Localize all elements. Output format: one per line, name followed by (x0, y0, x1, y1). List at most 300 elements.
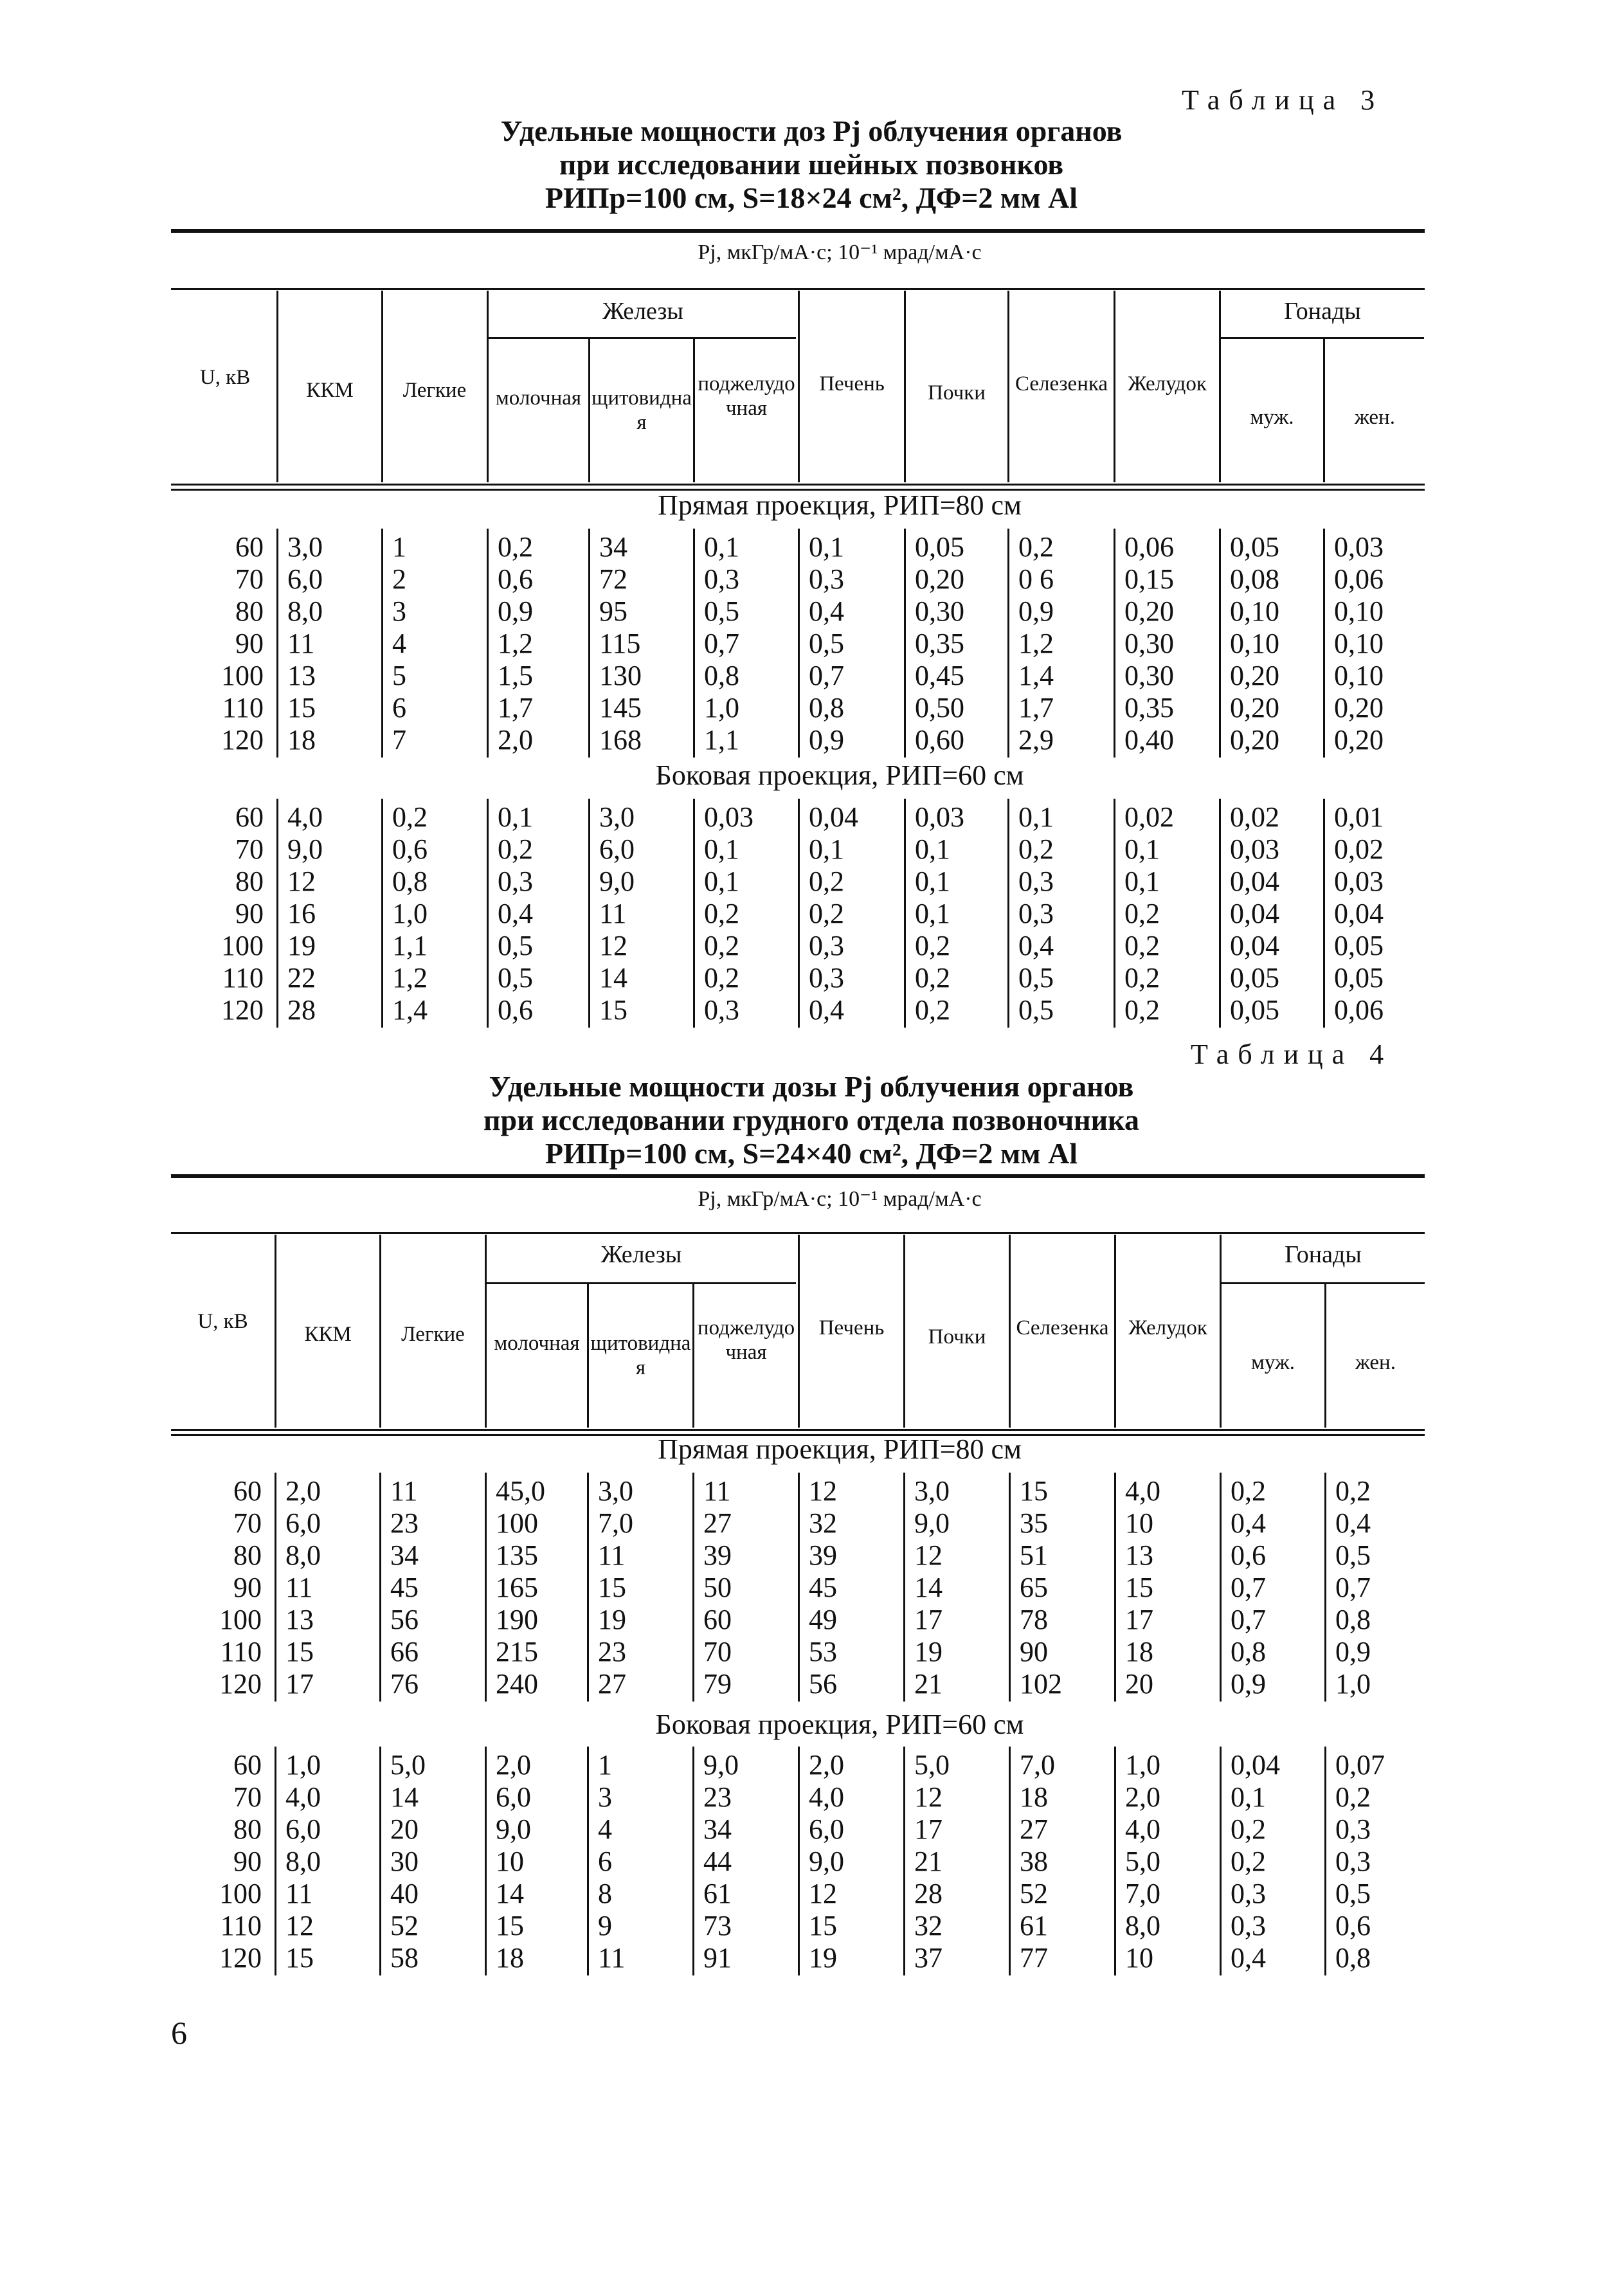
table3-cell: 8,0 (287, 595, 323, 627)
table3-column-divider (588, 799, 590, 1028)
table3-header-spleen: Селезенка (1015, 372, 1108, 395)
table3-header-lungs: Легкие (402, 379, 467, 402)
table3-units-rule (171, 288, 1425, 290)
table3-cell: 0,2 (704, 898, 739, 929)
table4-column-divider (1114, 1747, 1116, 1975)
table3-cell: 0,08 (1230, 563, 1279, 595)
table3-cell: 12 (287, 866, 316, 897)
table3-cell: 0,2 (704, 962, 739, 994)
table4-cell: 6,0 (809, 1813, 844, 1845)
table4-cell: 11 (390, 1475, 418, 1507)
table4-cell: 3 (598, 1781, 612, 1813)
table3-cell: 0,30 (1124, 628, 1174, 659)
table4-cell: 9,0 (703, 1749, 739, 1781)
table4-cell: 0,04 (1231, 1749, 1280, 1781)
table3-column-divider (798, 799, 800, 1028)
table3-cell: 0,05 (915, 531, 964, 563)
table3-cell: 0,3 (704, 563, 739, 595)
table4-cell: 0,6 (1335, 1910, 1371, 1941)
table3-cell: 0,40 (1124, 724, 1174, 756)
table4-cell: 14 (390, 1781, 419, 1813)
table4-cell: 60 (703, 1604, 732, 1635)
table3-cell: 0,3 (1018, 898, 1054, 929)
table3-cell: 0,2 (915, 930, 950, 961)
table4-column-divider (275, 1473, 276, 1702)
table3-cell: 120 (221, 994, 264, 1026)
table3-cell: 0,10 (1230, 595, 1279, 627)
table3-cell: 1,2 (498, 628, 533, 659)
table3-cell: 0,5 (704, 595, 739, 627)
table3-cell: 0,1 (809, 531, 844, 563)
table4-cell: 2,0 (809, 1749, 844, 1781)
table4-cell: 23 (390, 1507, 419, 1539)
table4-section-frontal: Прямая проекция, РИП=80 см (658, 1433, 1022, 1465)
table4-cell: 4,0 (285, 1781, 321, 1813)
table3-cell: 0,60 (915, 724, 964, 756)
table3-cell: 120 (221, 724, 264, 756)
table3-cell: 16 (287, 898, 316, 929)
table3-cell: 0,3 (704, 994, 739, 1026)
table4-cell: 0,8 (1231, 1636, 1266, 1667)
table4-column-divider (379, 1473, 381, 1702)
table3-cell: 0,05 (1230, 994, 1279, 1026)
table4-cell: 0,7 (1335, 1572, 1371, 1603)
table3-cell: 0,2 (392, 801, 428, 833)
table3-column-divider (1007, 529, 1009, 758)
table3-column-divider (487, 799, 489, 1028)
table4-cell: 0,8 (1335, 1942, 1371, 1974)
table3-cell: 0,7 (809, 660, 844, 691)
table4-cell: 40 (390, 1878, 419, 1909)
table3-cell: 13 (287, 660, 316, 691)
table3-cell: 0,1 (498, 801, 533, 833)
table3-cell: 0,1 (1018, 801, 1054, 833)
table4-cell: 3,0 (598, 1475, 633, 1507)
table3-cell: 0,10 (1334, 628, 1384, 659)
table3-cell: 1,4 (392, 994, 428, 1026)
table4-cell: 18 (496, 1942, 524, 1974)
table3-column-divider (588, 529, 590, 758)
table4-cell: 4,0 (809, 1781, 844, 1813)
table3-cell: 110 (222, 962, 264, 994)
table4-cell: 0,3 (1335, 1846, 1371, 1877)
table4-glands-underline (487, 1282, 796, 1284)
table4-column-divider (485, 1473, 487, 1702)
table4-cell: 78 (1020, 1604, 1048, 1635)
table3-header-kidneys: Почки (928, 381, 986, 404)
table4-cell: 32 (914, 1910, 943, 1941)
table4-cell: 2,0 (285, 1475, 321, 1507)
table3-cell: 0,20 (1230, 660, 1279, 691)
table3-cell: 0,4 (498, 898, 533, 929)
table3-gonads-underline (1221, 337, 1424, 339)
table3-cell: 0,6 (498, 994, 533, 1026)
table4-column-divider (379, 1747, 381, 1975)
table3-cell: 70 (235, 833, 264, 865)
table3-cell: 0,20 (1334, 724, 1384, 756)
table4-cell: 15 (285, 1942, 314, 1974)
table4-cell: 0,4 (1231, 1507, 1266, 1539)
table4-column-divider (692, 1473, 694, 1702)
table4-title-line2: при исследовании грудного отдела позвоночника (483, 1103, 1139, 1136)
table3-cell: 0,03 (1334, 866, 1384, 897)
table4-top-rule (171, 1174, 1425, 1178)
table3-cell: 0,30 (1124, 660, 1174, 691)
table3-cell: 3 (392, 595, 406, 627)
table4-cell: 45 (390, 1572, 419, 1603)
table3-cell: 0,2 (1124, 994, 1160, 1026)
table3-cell: 12 (599, 930, 627, 961)
table3-cell: 0 6 (1018, 563, 1054, 595)
table4-cell: 13 (1125, 1539, 1153, 1571)
table3-cell: 0,03 (704, 801, 753, 833)
table4-cell: 120 (219, 1668, 262, 1700)
table3-cell: 0,5 (1018, 994, 1054, 1026)
table4-cell: 11 (285, 1878, 313, 1909)
table3-cell: 100 (221, 930, 264, 961)
table3-cell: 0,05 (1230, 962, 1279, 994)
table3-header-liver: Печень (819, 372, 885, 395)
table4-cell: 0,07 (1335, 1749, 1385, 1781)
table3-cell: 60 (235, 531, 264, 563)
table4-column-divider (1324, 1747, 1326, 1975)
table4-cell: 0,2 (1335, 1475, 1371, 1507)
table4-cell: 15 (1020, 1475, 1048, 1507)
table3-column-divider (1007, 799, 1009, 1028)
table4-cell: 190 (496, 1604, 538, 1635)
table4-cell: 19 (809, 1942, 837, 1974)
table3-column-divider (1219, 529, 1221, 758)
table3-cell: 0,03 (1230, 833, 1279, 865)
table4-cell: 15 (598, 1572, 626, 1603)
table4-cell: 73 (703, 1910, 732, 1941)
table4-cell: 6,0 (285, 1813, 321, 1845)
table3-cell: 0,8 (704, 660, 739, 691)
table4-cell: 12 (809, 1878, 837, 1909)
table3-title-line3: РИПр=100 см, S=18×24 см², ДФ=2 мм Al (545, 181, 1078, 214)
table4-cell: 17 (1125, 1604, 1153, 1635)
table3-section-lateral: Боковая проекция, РИП=60 см (655, 759, 1024, 791)
table4-column-divider (692, 1747, 694, 1975)
table4-cell: 8,0 (1125, 1910, 1160, 1941)
table3-cell: 2,9 (1018, 724, 1054, 756)
table3-cell: 145 (599, 692, 642, 723)
table4-cell: 70 (233, 1781, 262, 1813)
table3-header-female: жен. (1355, 406, 1395, 429)
table4-cell: 10 (1125, 1507, 1153, 1539)
table3-cell: 0,9 (1018, 595, 1054, 627)
table4-cell: 110 (220, 1910, 262, 1941)
table3-header-pancreas: поджелудочная (698, 372, 795, 420)
table3-units: Pj, мкГр/мА·с; 10⁻¹ мрад/мА·с (698, 241, 982, 264)
table4-cell: 0,9 (1231, 1668, 1266, 1700)
table3-cell: 0,35 (915, 628, 964, 659)
page-number: 6 (171, 2015, 187, 2051)
table4-cell: 45 (809, 1572, 837, 1603)
table4-cell: 39 (809, 1539, 837, 1571)
table4-cell: 11 (598, 1539, 626, 1571)
table3-cell: 90 (235, 898, 264, 929)
table4-cell: 100 (496, 1507, 538, 1539)
table3-cell: 1,7 (1018, 692, 1054, 723)
table4-cell: 90 (233, 1572, 262, 1603)
table4-cell: 13 (285, 1604, 314, 1635)
table4-cell: 120 (219, 1942, 262, 1974)
table3-cell: 0,1 (1124, 833, 1160, 865)
table4-header-thyroid: щитовидная (590, 1332, 691, 1379)
table3-cell: 28 (287, 994, 316, 1026)
table4-cell: 215 (496, 1636, 538, 1667)
table3-cell: 0,04 (1334, 898, 1384, 929)
table3-cell: 18 (287, 724, 316, 756)
table4-cell: 77 (1020, 1942, 1048, 1974)
table3-column-divider (381, 529, 383, 758)
table4-cell: 20 (1125, 1668, 1153, 1700)
table3-cell: 0,45 (915, 660, 964, 691)
table4-cell: 0,3 (1335, 1813, 1371, 1845)
table3-cell: 1 (392, 531, 406, 563)
table3-cell: 0,20 (1230, 692, 1279, 723)
table3-cell: 0,5 (498, 962, 533, 994)
table3-cell: 0,3 (809, 563, 844, 595)
table3-cell: 0,04 (809, 801, 858, 833)
table3-top-rule (171, 229, 1425, 233)
table4-cell: 165 (496, 1572, 538, 1603)
table4-header-kkm: ККМ (304, 1323, 352, 1346)
table3-column-divider (693, 529, 695, 758)
table4-cell: 60 (233, 1475, 262, 1507)
table4-cell: 6 (598, 1846, 612, 1877)
table3-cell: 80 (235, 866, 264, 897)
table4-cell: 6,0 (496, 1781, 531, 1813)
table3-cell: 0,20 (1124, 595, 1174, 627)
table3-cell: 0,10 (1334, 660, 1384, 691)
table3-header-mammary: молочная (495, 386, 582, 410)
table4-cell: 2,0 (1125, 1781, 1160, 1813)
table4-cell: 0,4 (1335, 1507, 1371, 1539)
table4-cell: 1,0 (285, 1749, 321, 1781)
table3-cell: 0,05 (1230, 531, 1279, 563)
table3-cell: 14 (599, 962, 627, 994)
table4-cell: 34 (390, 1539, 419, 1571)
table4-cell: 0,5 (1335, 1878, 1371, 1909)
table4-cell: 240 (496, 1668, 538, 1700)
table4-cell: 58 (390, 1942, 419, 1974)
table3-cell: 0,35 (1124, 692, 1174, 723)
table3-column-divider (1114, 529, 1115, 758)
table4-header-glands: Железы (600, 1241, 682, 1268)
table4-cell: 34 (703, 1813, 732, 1845)
table4-cell: 6,0 (285, 1507, 321, 1539)
table4-cell: 50 (703, 1572, 732, 1603)
table4-cell: 12 (809, 1475, 837, 1507)
table4-cell: 0,2 (1231, 1475, 1266, 1507)
table3-cell: 9,0 (599, 866, 635, 897)
table3-cell: 0,04 (1230, 866, 1279, 897)
table3-column-divider (904, 799, 906, 1028)
table3-cell: 34 (599, 531, 627, 563)
table3-cell: 100 (221, 660, 264, 691)
table3-cell: 0,10 (1334, 595, 1384, 627)
table4-column-divider (798, 1747, 800, 1975)
table4-cell: 1,0 (1125, 1749, 1160, 1781)
table3-cell: 0,2 (1124, 930, 1160, 961)
table4-cell: 61 (703, 1878, 732, 1909)
table3-column-divider (1323, 799, 1325, 1028)
table4-cell: 4,0 (1125, 1813, 1160, 1845)
table4-cell: 135 (496, 1539, 538, 1571)
table3-cell: 6,0 (599, 833, 635, 865)
table3-cell: 1,0 (704, 692, 739, 723)
table4-header-liver: Печень (818, 1316, 885, 1339)
table3-cell: 0,1 (704, 531, 739, 563)
table3-cell: 0,01 (1334, 801, 1384, 833)
table4-cell: 5,0 (390, 1749, 426, 1781)
table3-column-divider (276, 529, 278, 758)
table4-title-line1: Удельные мощности дозы Pj облучения органов (489, 1070, 1134, 1103)
table3-cell: 0,03 (1334, 531, 1384, 563)
table3-cell: 1,5 (498, 660, 533, 691)
table4-cell: 23 (703, 1781, 732, 1813)
table3-cell: 0,1 (1124, 866, 1160, 897)
table3-cell: 0,5 (809, 628, 844, 659)
table4-column-divider (1114, 1473, 1116, 1702)
table3-cell: 130 (599, 660, 642, 691)
table3-cell: 0,1 (704, 866, 739, 897)
table4-cell: 38 (1020, 1846, 1048, 1877)
table4-cell: 23 (598, 1636, 626, 1667)
table4-cell: 12 (914, 1539, 943, 1571)
table4-header-kidneys: Почки (928, 1325, 986, 1348)
table3-cell: 0,7 (704, 628, 739, 659)
table3-cell: 15 (287, 692, 316, 723)
table4-cell: 8,0 (285, 1846, 321, 1877)
table4-cell: 11 (598, 1942, 626, 1974)
table4-cell: 44 (703, 1846, 732, 1877)
table4-cell: 15 (496, 1910, 524, 1941)
table3-column-divider (693, 799, 695, 1028)
table4-gonads-underline (1222, 1282, 1425, 1284)
table4-cell: 14 (496, 1878, 524, 1909)
table3-column-divider (487, 529, 489, 758)
table4-units: Pj, мкГр/мА·с; 10⁻¹ мрад/мА·с (698, 1187, 982, 1211)
table3-section-frontal: Прямая проекция, РИП=80 см (658, 489, 1022, 521)
table4-cell: 90 (1020, 1636, 1048, 1667)
table3-cell: 0,04 (1230, 930, 1279, 961)
table4-cell: 4,0 (1125, 1475, 1160, 1507)
table4-cell: 14 (914, 1572, 943, 1603)
table3-cell: 0,2 (809, 866, 844, 897)
table4-cell: 56 (809, 1668, 837, 1700)
table3-cell: 2,0 (498, 724, 533, 756)
table4-cell: 76 (390, 1668, 419, 1700)
table3-cell: 0,9 (809, 724, 844, 756)
table4-cell: 4 (598, 1813, 612, 1845)
table4-cell: 15 (809, 1910, 837, 1941)
table3-column-divider (798, 529, 800, 758)
table3-cell: 3,0 (287, 531, 323, 563)
table4-title-line3: РИПр=100 см, S=24×40 см², ДФ=2 мм Al (545, 1137, 1078, 1170)
table3-cell: 9,0 (287, 833, 323, 865)
table4-column-divider (903, 1473, 905, 1702)
table3-cell: 0,2 (704, 930, 739, 961)
table3-cell: 0,1 (704, 833, 739, 865)
table3-cell: 1,1 (704, 724, 739, 756)
table3-cell: 0,2 (915, 994, 950, 1026)
table4-cell: 5,0 (1125, 1846, 1160, 1877)
table4-cell: 9,0 (914, 1507, 950, 1539)
table4-cell: 37 (914, 1942, 943, 1974)
table4-cell: 3,0 (914, 1475, 950, 1507)
table3-label: Таблица 3 (1182, 84, 1384, 116)
table4-cell: 10 (1125, 1942, 1153, 1974)
table4-cell: 0,9 (1335, 1636, 1371, 1667)
table4-cell: 17 (285, 1668, 314, 1700)
table4-column-divider (587, 1473, 589, 1702)
table4-header-pancreas: поджелудочная (697, 1316, 795, 1364)
table3-cell: 0,2 (1018, 833, 1054, 865)
table3-cell: 0,6 (498, 563, 533, 595)
table4-cell: 35 (1020, 1507, 1048, 1539)
table4-cell: 9 (598, 1910, 612, 1941)
table4-cell: 9,0 (496, 1813, 531, 1845)
table4-cell: 52 (1020, 1878, 1048, 1909)
table4-cell: 49 (809, 1604, 837, 1635)
table3-cell: 3,0 (599, 801, 635, 833)
table3-cell: 0,1 (915, 833, 950, 865)
table3-glands-underline (489, 337, 796, 339)
table3-cell: 60 (235, 801, 264, 833)
table4-cell: 0,3 (1231, 1878, 1266, 1909)
table4-cell: 19 (914, 1636, 943, 1667)
table3-header-rule (171, 484, 1425, 486)
table4-header-male: муж. (1251, 1351, 1295, 1374)
table3-column-divider (276, 799, 278, 1028)
table4-column-divider (587, 1747, 589, 1975)
table3-cell: 0,30 (915, 595, 964, 627)
table3-header-kkm: ККМ (306, 379, 354, 402)
table3-header-stomach: Желудок (1128, 372, 1207, 395)
table3-cell: 0,06 (1124, 531, 1174, 563)
table3-cell: 1,1 (392, 930, 428, 961)
table4-cell: 80 (233, 1539, 262, 1571)
table4-cell: 0,5 (1335, 1539, 1371, 1571)
table3-cell: 0,5 (498, 930, 533, 961)
table4-cell: 9,0 (809, 1846, 844, 1877)
table4-header-female: жен. (1355, 1351, 1396, 1374)
table4-cell: 7,0 (1020, 1749, 1055, 1781)
table3-cell: 1,2 (392, 962, 428, 994)
table3-cell: 0,02 (1230, 801, 1279, 833)
table3-header-glands: Железы (602, 298, 683, 325)
table3-cell: 0,20 (915, 563, 964, 595)
table4-cell: 7,0 (1125, 1878, 1160, 1909)
table4-cell: 0,2 (1231, 1846, 1266, 1877)
table3-cell: 0,06 (1334, 994, 1384, 1026)
table3-column-divider (1219, 799, 1221, 1028)
table3-cell: 0,50 (915, 692, 964, 723)
table3-cell: 0,15 (1124, 563, 1174, 595)
table4-cell: 0,7 (1231, 1572, 1266, 1603)
table3-cell: 110 (222, 692, 264, 723)
table3-cell: 0,6 (392, 833, 428, 865)
table3-cell: 0,1 (915, 866, 950, 897)
table4-column-divider (1220, 1747, 1222, 1975)
table3-cell: 0,3 (1018, 866, 1054, 897)
table3-cell: 1,4 (1018, 660, 1054, 691)
table3-header-gonads: Гонады (1284, 298, 1361, 325)
table3-cell: 0,5 (1018, 962, 1054, 994)
